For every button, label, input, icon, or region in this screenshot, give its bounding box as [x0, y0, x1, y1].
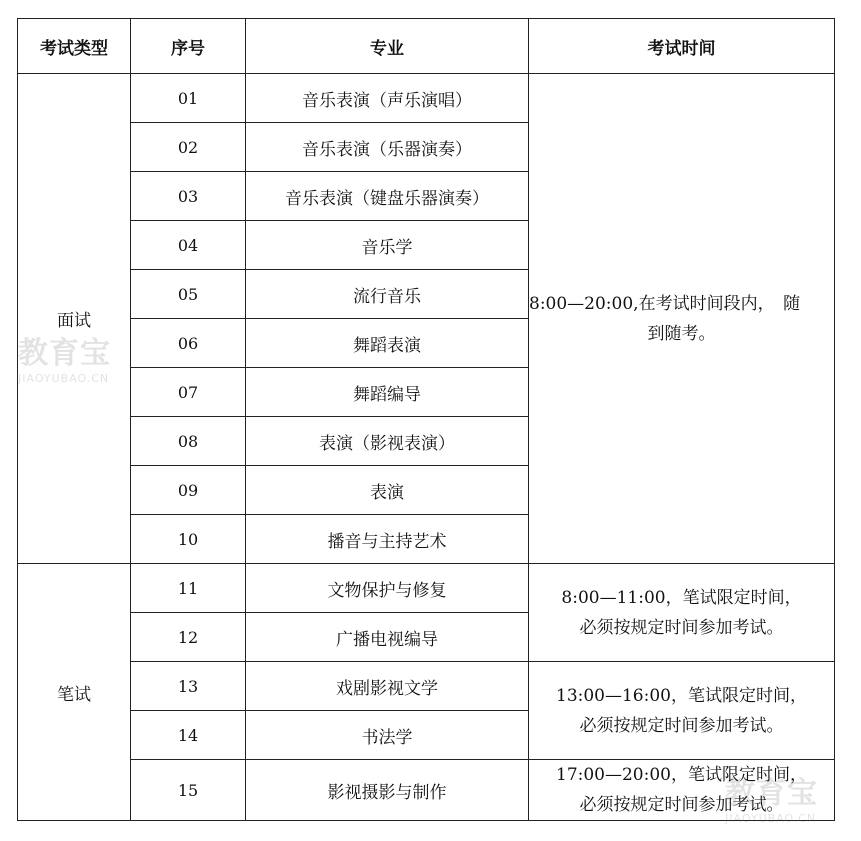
row-major: 音乐学	[246, 221, 529, 270]
row-major: 舞蹈编导	[246, 368, 529, 417]
table-row	[18, 564, 835, 613]
interview-time-cell	[529, 74, 835, 564]
row-major: 表演（影视表演）	[246, 417, 529, 466]
row-major: 音乐表演（键盘乐器演奏）	[246, 172, 529, 221]
row-major: 播音与主持艺术	[246, 515, 529, 564]
row-number: 01	[131, 74, 246, 123]
row-number: 14	[131, 711, 246, 760]
header-number: 序号	[131, 19, 246, 74]
row-number: 05	[131, 270, 246, 319]
slot-2-line2: 必须按规定时间参加考试。	[579, 715, 784, 736]
row-major: 影视摄影与制作	[246, 760, 529, 821]
row-number: 10	[131, 515, 246, 564]
interview-time-line2: 到随考。	[647, 323, 716, 344]
slot-2-line1: 13:00—16:00，笔试限定时间，	[556, 685, 807, 706]
header-exam-time: 考试时间	[529, 19, 835, 74]
row-major: 戏剧影视文学	[246, 662, 529, 711]
row-major: 舞蹈表演	[246, 319, 529, 368]
row-major: 表演	[246, 466, 529, 515]
row-number: 04	[131, 221, 246, 270]
row-number: 09	[131, 466, 246, 515]
watermark-sub-text: JIAOYUBAO.CN	[725, 812, 817, 825]
row-number: 13	[131, 662, 246, 711]
table-header-row	[18, 19, 835, 74]
interview-time-line1: 8:00—20:00,在考试时间段内， 随	[529, 293, 801, 314]
slot-3-line1: 17:00—20:00，笔试限定时间，	[556, 765, 807, 785]
exam-type-interview: 面试	[18, 74, 131, 564]
written-time-slot-2	[529, 662, 835, 760]
header-major: 专业	[246, 19, 529, 74]
row-number: 07	[131, 368, 246, 417]
header-exam-type: 考试类型	[18, 19, 131, 74]
table-row	[18, 662, 835, 711]
row-major: 流行音乐	[246, 270, 529, 319]
row-number: 06	[131, 319, 246, 368]
slot-1-line2: 必须按规定时间参加考试。	[579, 617, 784, 638]
row-major: 广播电视编导	[246, 613, 529, 662]
watermark-main-text: 教育宝	[725, 776, 818, 811]
watermark-sub-text: JIAOYUBAO.CN	[18, 372, 110, 385]
table-row	[18, 760, 835, 821]
exam-type-written: 笔试	[18, 564, 131, 821]
row-number: 03	[131, 172, 246, 221]
row-major: 音乐表演（声乐演唱）	[246, 74, 529, 123]
row-major: 文物保护与修复	[246, 564, 529, 613]
written-time-slot-1	[529, 564, 835, 662]
watermark-main-text: 教育宝	[18, 336, 111, 371]
row-number: 02	[131, 123, 246, 172]
slot-1-line1: 8:00—11:00，笔试限定时间，	[561, 587, 802, 608]
row-major: 音乐表演（乐器演奏）	[246, 123, 529, 172]
row-number: 11	[131, 564, 246, 613]
row-number: 15	[131, 760, 246, 821]
row-major: 书法学	[246, 711, 529, 760]
written-time-slot-3	[529, 760, 835, 821]
table-row	[18, 74, 835, 123]
slot-3-line2: 必须按规定时间参加考试。	[579, 795, 784, 815]
row-number: 12	[131, 613, 246, 662]
row-number: 08	[131, 417, 246, 466]
exam-schedule-table	[17, 18, 835, 821]
